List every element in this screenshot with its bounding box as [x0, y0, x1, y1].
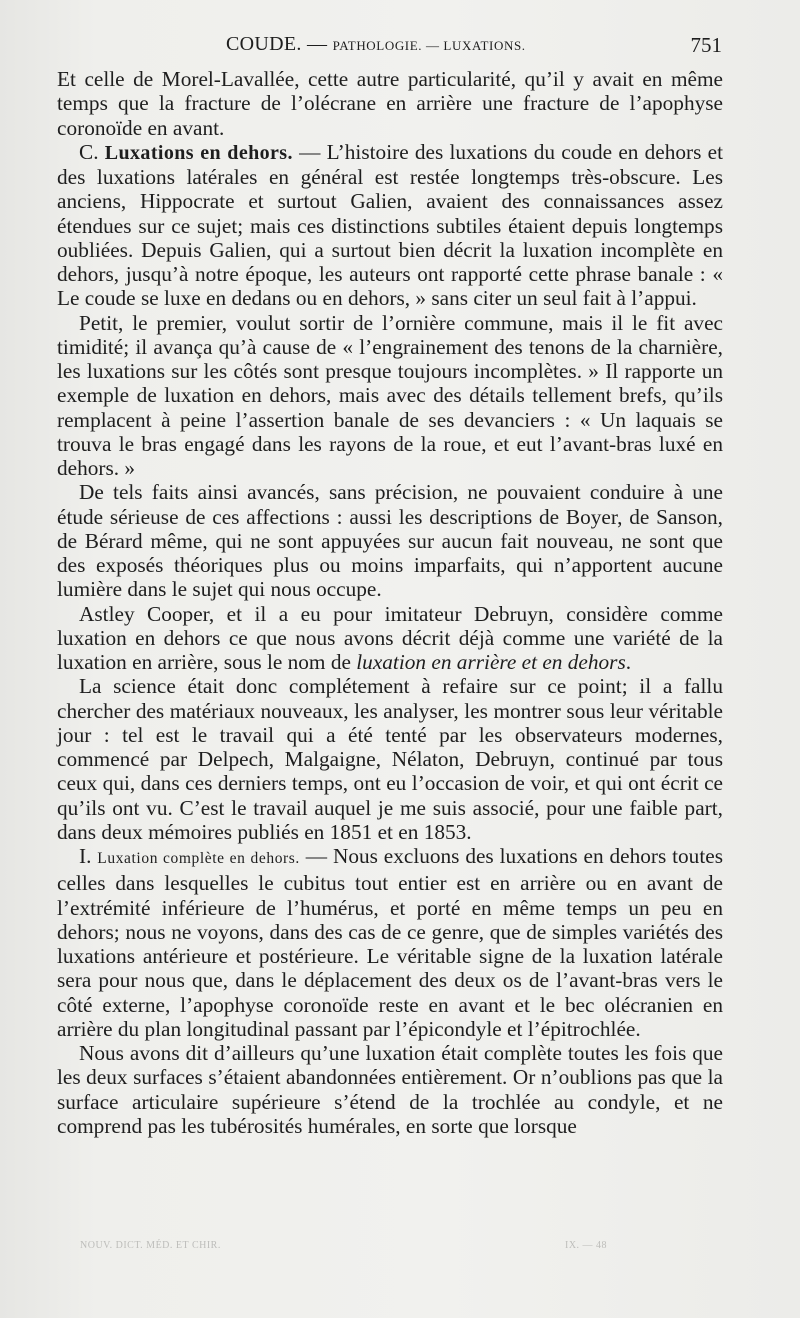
- paragraph: Petit, le premier, voulut sortir de l’ornière commune, mais il le fit avec timidité; il avança qu’à cause de « l’engrainement des tenons de la charnière, les luxations sur les côtés sont presque toujours incomplètes. » Il rapporte un exemple de luxation en dehors, mais avec des détails tellement brefs, qu’ils remplacent à peine l’assertion banale de ses devanciers : « Un laquais se trouva le bras engagé dans les rayons de la roue, et eut l’avant-bras luxé en dehors. »: [57, 310, 723, 480]
- running-header: [56, 33, 722, 59]
- paragraph: Nous avons dit d’ailleurs qu’une luxation était complète toutes les fois que les deux surfaces s’étaient abandonnées entièrement. Or n’oublions pas que la surface articulaire supérieure s’étend de la trochlée au condyle, et ne comprend pas les tubérosités humérales, en sorte que lorsque: [57, 1041, 723, 1138]
- body-text: [57, 67, 723, 1138]
- paragraph-end: .: [625, 650, 632, 674]
- paragraph-subsection-i: [57, 844, 723, 1041]
- running-title-section: PATHOLOGIE. — LUXATIONS.: [332, 38, 526, 53]
- printer-signature-number: IX. — 48: [565, 1240, 608, 1251]
- paragraph-body: — Nous excluons des luxations en dehors toutes celles dans lesquelles le cubitus tout entier est en arrière ou en avant de l’extrémité inférieure de l’humérus, et porté en même temps un peu en dehors; nous ne voyons, dans des cas de ce genre, que de simples variétés des luxations antérieure et postérieure. Le véritable signe de la luxation latérale sera pour nous que, dans le déplacement des deux os de l’avant-bras vers le côté externe, l’apophyse coronoïde reste en avant et le bec olécranien en arrière du plan longitudinal passant par l’épicondyle et l’épitrochlée.: [57, 844, 723, 1041]
- running-title-main: COUDE. —: [226, 33, 333, 55]
- section-letter: C.: [79, 139, 105, 164]
- paragraph-body: Astley Cooper, et il a eu pour imitateur Debruyn, considère comme luxation en dehors ce que nous avons décrit déjà comme une variété de la luxation en arrière, sous le nom de: [57, 601, 723, 674]
- paragraph-body: — L’histoire des luxations du coude en dehors et des luxations latérales en général est restée longtemps très-obscure. Les anciens, Hippocrate et surtout Galien, avaient des connaissances assez étendues sur ce sujet; mais ces distinctions subtiles étaient depuis longtemps oubliées. Depuis Galien, qui a surtout bien décrit la luxation incomplète en dehors, jusqu’à notre époque, les auteurs ont rapporté cette phrase banale : « Le coude se luxe en dedans ou en dehors, » sans citer un seul fait à l’appui.: [57, 139, 723, 311]
- paragraph: La science était donc complétement à refaire sur ce point; il a fallu chercher des matériaux nouveaux, les analyser, les montrer sous leur véritable jour : tel est le travail qui a été tenté par les observateurs modernes, commencé par Delpech, Malgaigne, Nélaton, Debruyn, continué par tous ceux qui, dans ces derniers temps, ont eu l’occasion de voir, et qui ont écrit ce qu’ils ont vu. C’est le travail auquel je me suis associé, pour une faible part, dans deux mémoires publiés en 1851 et en 1853.: [57, 674, 723, 844]
- section-heading: Luxations en dehors.: [104, 141, 293, 164]
- running-title: [226, 33, 526, 56]
- printer-signature: NOUV. DICT. MÉD. ET CHIR.: [80, 1240, 221, 1251]
- paragraph: De tels faits ainsi avancés, sans précision, ne pouvaient conduire à une étude sérieuse de ces affections : aussi les descriptions de Boyer, de Sanson, de Bérard même, qui ne sont appuyées sur aucun fait nouveau, ne sont que des exposés théoriques plus ou moins imparfaits, qui n’apportent aucune lumière dans le sujet qui nous occupe.: [57, 480, 723, 602]
- italic-term: luxation en arrière et en dehors: [356, 650, 626, 674]
- paragraph: Et celle de Morel-Lavallée, cette autre particularité, qu’il y avait en même temps que la fracture de l’olécrane en arrière une fracture de l’apophyse coronoïde en avant.: [57, 67, 723, 140]
- paragraph-section-c: [57, 140, 723, 311]
- page-number: 751: [690, 33, 722, 57]
- subsection-heading: Luxation complète en dehors.: [97, 850, 300, 867]
- paragraph: [57, 602, 723, 675]
- subsection-number: I.: [79, 844, 98, 868]
